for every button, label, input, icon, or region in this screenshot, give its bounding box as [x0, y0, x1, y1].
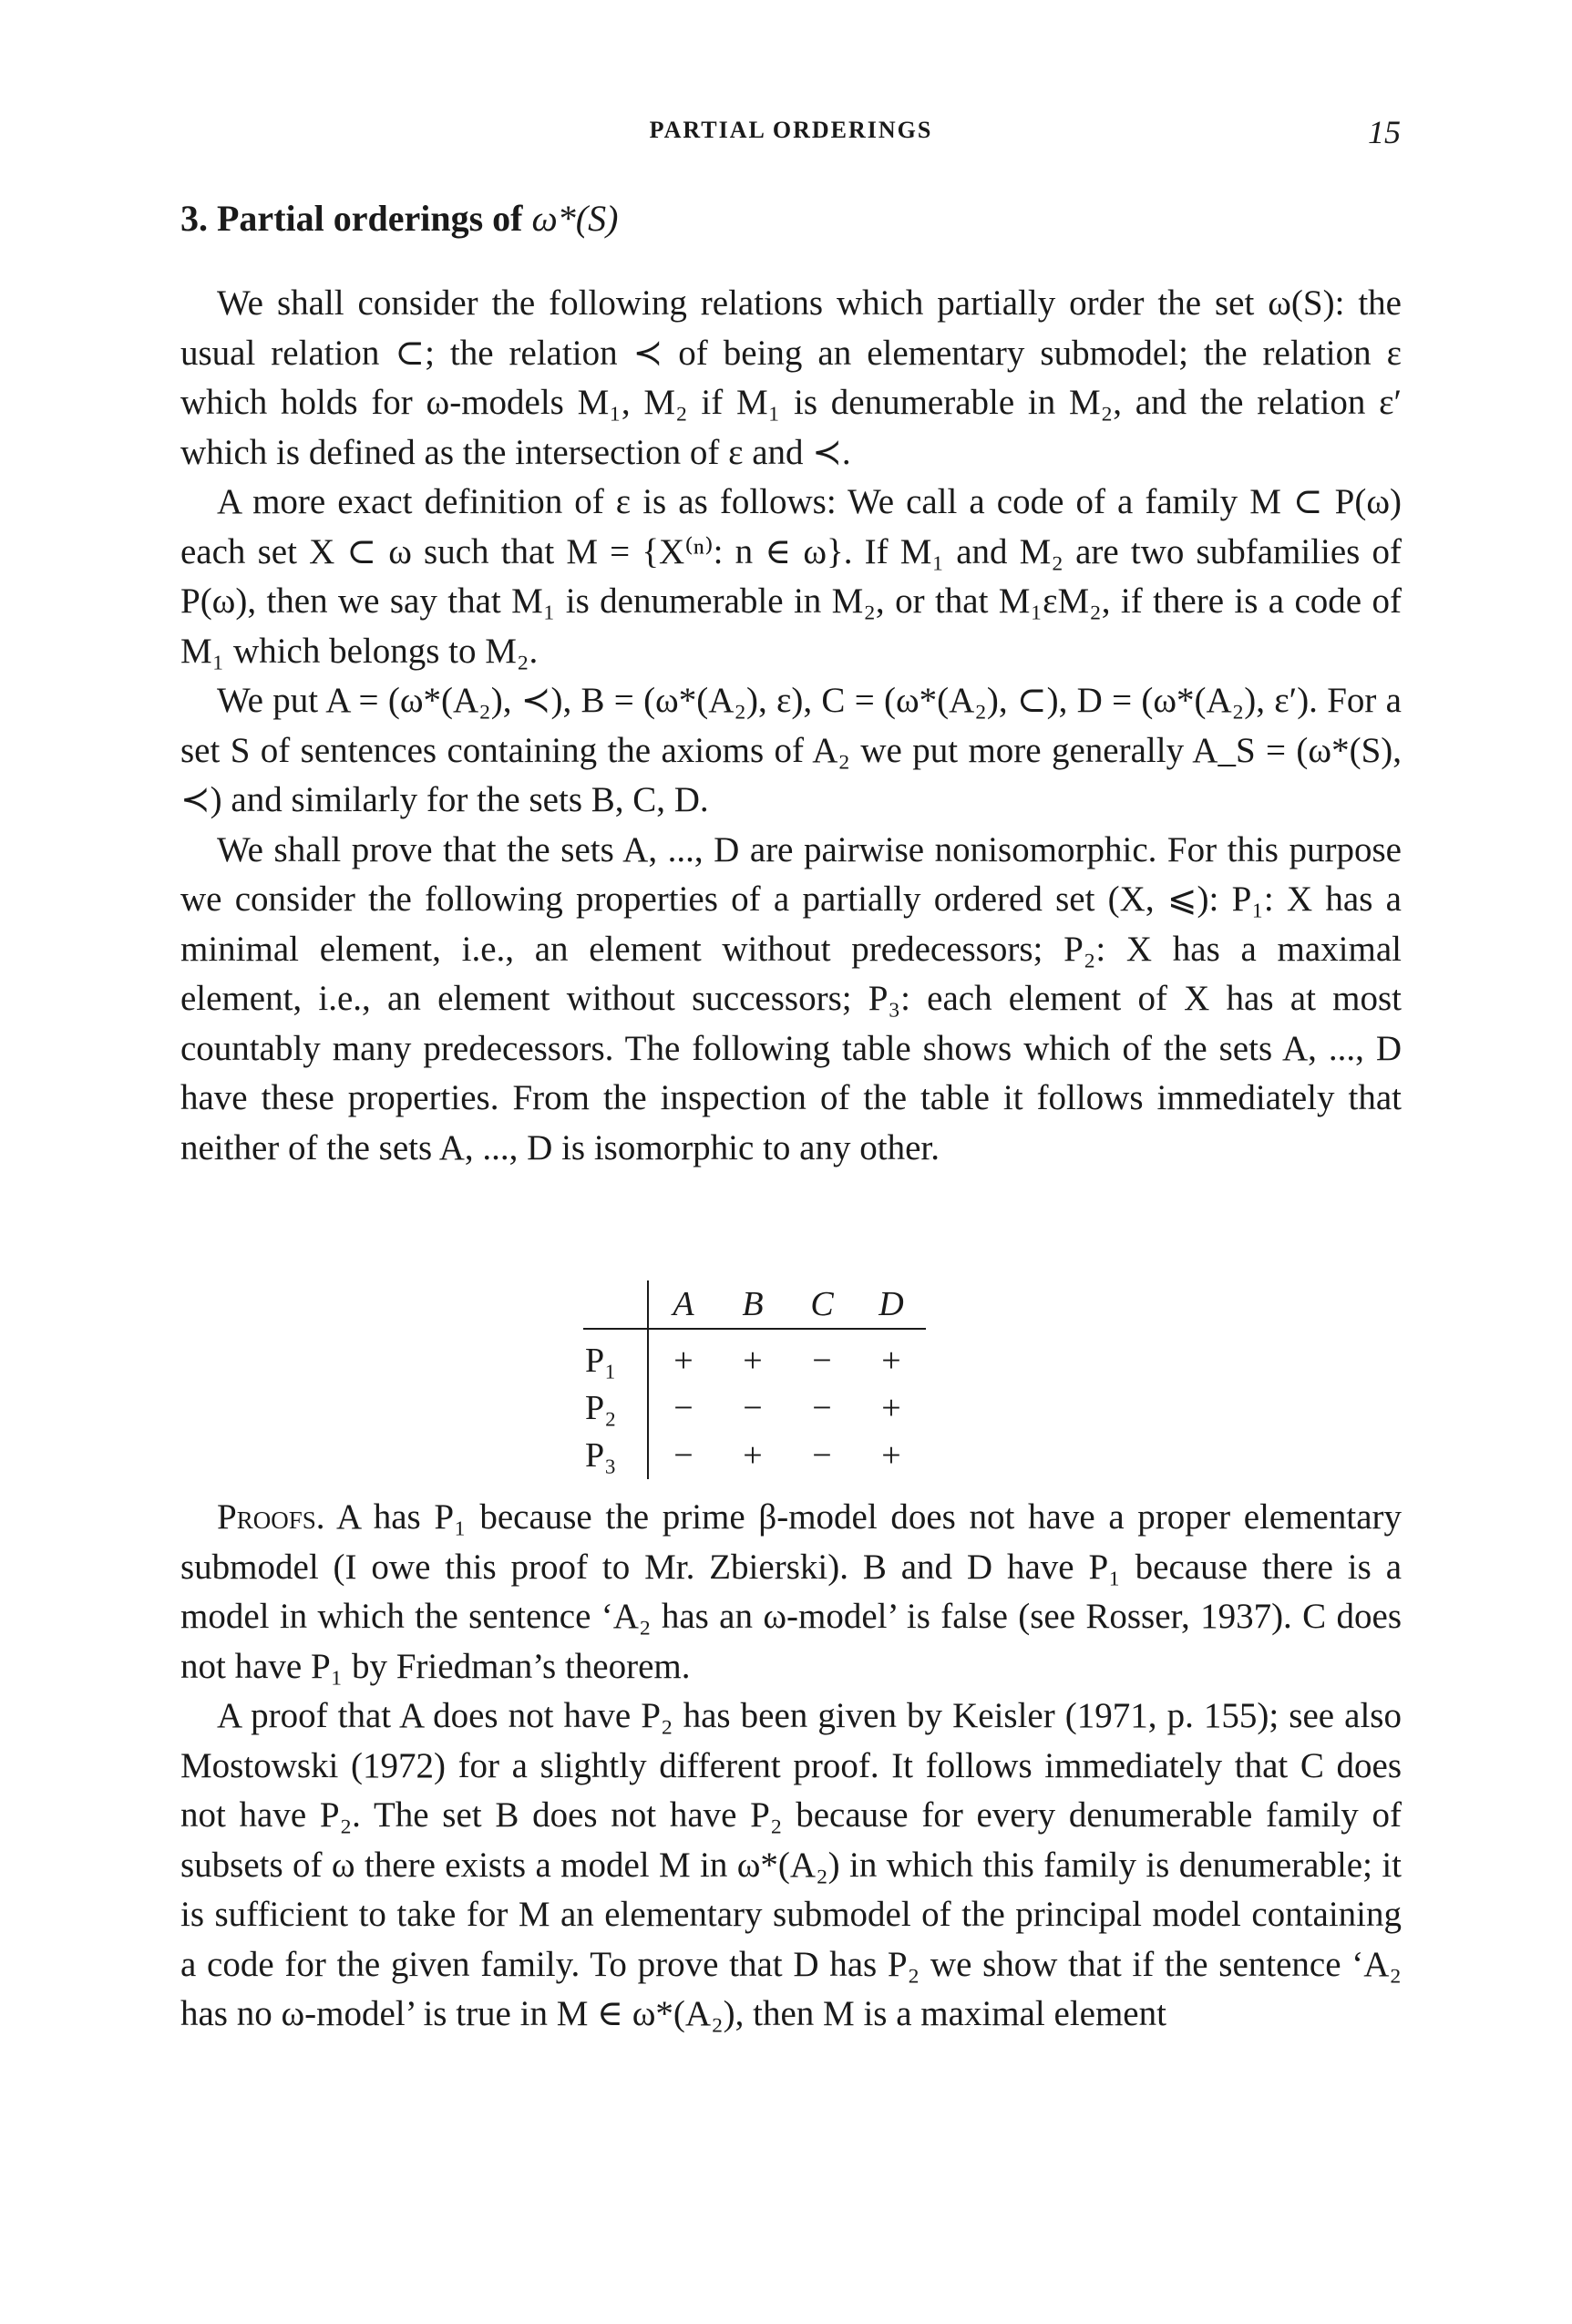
running-head: PARTIAL ORDERINGS: [649, 117, 933, 143]
column-header: B: [718, 1280, 787, 1329]
proofs-lead: Proofs.: [217, 1497, 325, 1537]
paragraph-properties: We shall prove that the sets A, ..., D are pairwise nonisomorphic. For this purpose we consider the following properties of a partially ordered set (X, ⩽): P₁: X has a minimal element, i.e., an element without predecessors; P₂: X has a maximal element, i.e., an element without successors; P₃: each element of X has at most countably many predecessors. The following table shows which of the sets A, ..., D have these properties. From the inspection of the table it follows immediately that neither of the sets A, ..., D is isomorphic to any other.: [180, 829, 1402, 1167]
section-title: [180, 197, 618, 240]
row-label: P₂: [585, 1389, 617, 1427]
table-cell: +: [881, 1436, 901, 1475]
table-row: [583, 1384, 926, 1432]
column-header: D: [857, 1280, 926, 1329]
row-label: P₁: [585, 1342, 617, 1380]
section-title-symbol: ω*(S): [531, 198, 619, 239]
table-cell: +: [881, 1342, 901, 1380]
section-title-text: 3. Partial orderings of: [180, 198, 523, 239]
proofs-text-1: A has P₁ because the prime β-model does not have a proper elementary submodel (I owe this proof to Mr. Zbierski). B and D have P₁ because there is a model in which the sentence ‘A₂ has an ω-model’ is false (see Rosser, 1937). C does not have P₁ by Friedman’s theorem.: [180, 1497, 1402, 1686]
column-header: A: [648, 1280, 718, 1329]
table-cell: −: [812, 1342, 832, 1380]
table-cell: −: [812, 1436, 832, 1475]
table-cell: −: [812, 1389, 832, 1427]
row-label: P₃: [585, 1436, 617, 1475]
table-cell: +: [881, 1389, 901, 1427]
table-cell: +: [743, 1342, 763, 1380]
table-row: [583, 1329, 926, 1384]
table-cell: −: [648, 1384, 718, 1432]
paragraph-definition: A more exact definition of ε is as follows: We call a code of a family M ⊂ P(ω) each set X ⊂ ω such that M = {X⁽ⁿ⁾: n ∈ ω}. If M₁ and M₂ are two subfamilies of P(ω), then we say that M₁ is denumerable in M₂, or that M₁εM₂, if there is a code of M₁ which belongs to M₂.: [180, 482, 1402, 671]
body-block-intro: [180, 279, 1402, 1173]
table-cell: +: [743, 1436, 763, 1475]
paragraph-proofs-2: A proof that A does not have P₂ has been given by Keisler (1971, p. 155); see also Mostowski (1972) for a slightly different proof. It follows immediately that C does not have P₂. The set B does not have P₂ because for every denumerable family of subsets of ω there exists a model M in ω*(A₂) in which this family is denumerable; it is sufficient to take for M an elementary submodel of the principal model containing a code for the given family. To prove that D has P₂ we show that if the sentence ‘A₂ has no ω-model’ is true in M ∈ ω*(A₂), then M is a maximal element: [180, 1696, 1402, 2033]
paragraph-relations: We shall consider the following relations which partially order the set ω(S): the usual relation ⊂; the relation ≺ of being an elementary submodel; the relation ε which holds for ω-models M₁, M₂ if M₁ is denumerable in M₂, and the relation ε′ which is defined as the intersection of ε and ≺.: [180, 283, 1402, 472]
table-cell: +: [648, 1329, 718, 1384]
table-cell: −: [648, 1432, 718, 1479]
column-header: C: [787, 1280, 857, 1329]
table-cell: −: [743, 1389, 763, 1427]
table-header-row: [583, 1280, 926, 1329]
properties-table: [583, 1280, 966, 1479]
paragraph-sets: We put A = (ω*(A₂), ≺), B = (ω*(A₂), ε), C = (ω*(A₂), ⊂), D = (ω*(A₂), ε′). For a set S of sentences containing the axioms of A₂ we put more generally A_S = (ω*(S), ≺) and similarly for the sets B, C, D.: [180, 681, 1402, 819]
body-block-proofs: [180, 1493, 1402, 2040]
page-number: 15: [1368, 114, 1401, 150]
paragraph-proofs-1: [180, 1493, 1402, 1692]
table-row: [583, 1432, 926, 1479]
